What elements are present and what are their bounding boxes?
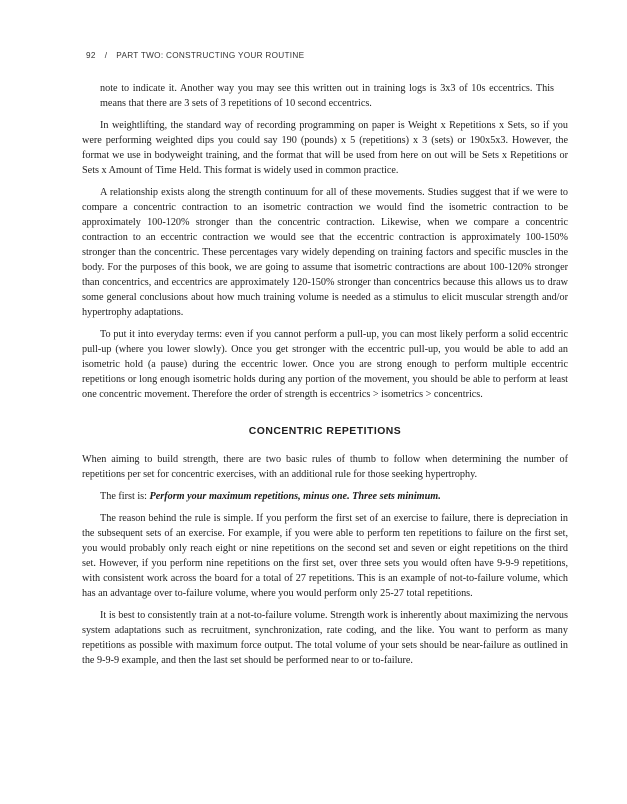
paragraph-strength-continuum: A relationship exists along the strength continuum for all of these movements. Studies suggest that if we were to compare a concentric contraction to an isometric contraction we would find the isometric contraction to be approximately 100-120% stronger than the concentric contraction. Likewise, when we compare a concentric contraction to an eccentric contraction we would see that the eccentric contraction is approximately 100-150% stronger than the concentric. These percentages vary widely depending on training factors and specific muscles in the body. For the purposes of this book, we are going to assume that isometric contractions are about 100-120% stronger than concentrics, and eccentrics are approximately 120-150% stronger than concentrics because this allows us to draw some general conclusions about how much training volume is needed as a stimulus to elicit muscular strength and/or hypertrophy adaptations.	[82, 187, 568, 318]
paragraph-first-rule	[82, 489, 568, 504]
paragraph-best-practice: It is best to consistently train at a not-to-failure volume. Strength work is inherently about maximizing the nervous system adaptations such as recruitment, synchronization, rate coding, and the like. You want to perform as many repetitions as possible with maximum force output. The total volume of your sets should be near-failure as outlined in the 9-9-9 example, and then the last set should be performed near to or to-failure.	[82, 610, 568, 666]
header-separator: /	[104, 51, 108, 60]
paragraph-reason: The reason behind the rule is simple. If you perform the first set of an exercise to failure, there is depreciation in the subsequent sets of an exercise. For example, if you were able to perform ten repetitions to failure on the first set, you would probably only reach eight or nine repetitions on the second set and seven or eight repetitions on the third set. However, if you perform nine repetitions on the first set, over three sets you would often have 9-9-9 repetitions, with consistent work across the board for a total of 27 repetitions. This is an example of not-to-failure volume, which has an advantage over to-failure volume, where you would perform only 25-27 total repetitions.	[82, 513, 568, 599]
paragraph-everyday-terms: To put it into everyday terms: even if you cannot perform a pull-up, you can most likely perform a solid eccentric pull-up (where you lower slowly). Once you get stronger with the eccentric pull-up, you would be able to add an isometric hold (a pause) during the eccentric lower. Once you are strong enough to perform multiple eccentric repetitions or long enough isometric holds during any portion of the movement, you should be able to perform at least one concentric movement. Therefore the order of strength is eccentrics > isometrics > concentrics.	[82, 329, 568, 400]
first-rule-text: Perform your maximum repetitions, minus one. Three sets minimum.	[149, 491, 441, 502]
section-title: PART TWO: CONSTRUCTING YOUR ROUTINE	[116, 51, 305, 60]
section-heading: CONCENTRIC REPETITIONS	[248, 426, 402, 437]
running-header	[86, 51, 304, 60]
paragraph-intro: When aiming to build strength, there are two basic rules of thumb to follow when determining the number of repetitions per set for concentric exercises, with an additional rule for those seeking hypertrophy.	[82, 454, 568, 480]
first-rule-lead: The first is:	[100, 491, 150, 502]
page-number: 92	[86, 51, 96, 60]
page-body	[82, 81, 568, 675]
paragraph-recording-format: In weightlifting, the standard way of recording programming on paper is Weight x Repetitions x Sets, so if you were performing weighted dips you could say 190 (pounds) x 5 (repetitions) x 3 (sets) or 190x5x3. However, the format we use in bodyweight training, and the format that will be used from here on out will be Sets x Repetitions or Sets x Amount of Time Held. This format is widely used in common practice.	[82, 120, 568, 176]
paragraph-continuation: note to indicate it. Another way you may see this written out in training logs is 3x3 of 10s eccentrics. This means that there are 3 sets of 3 repetitions of 10 second eccentrics.	[100, 83, 554, 109]
